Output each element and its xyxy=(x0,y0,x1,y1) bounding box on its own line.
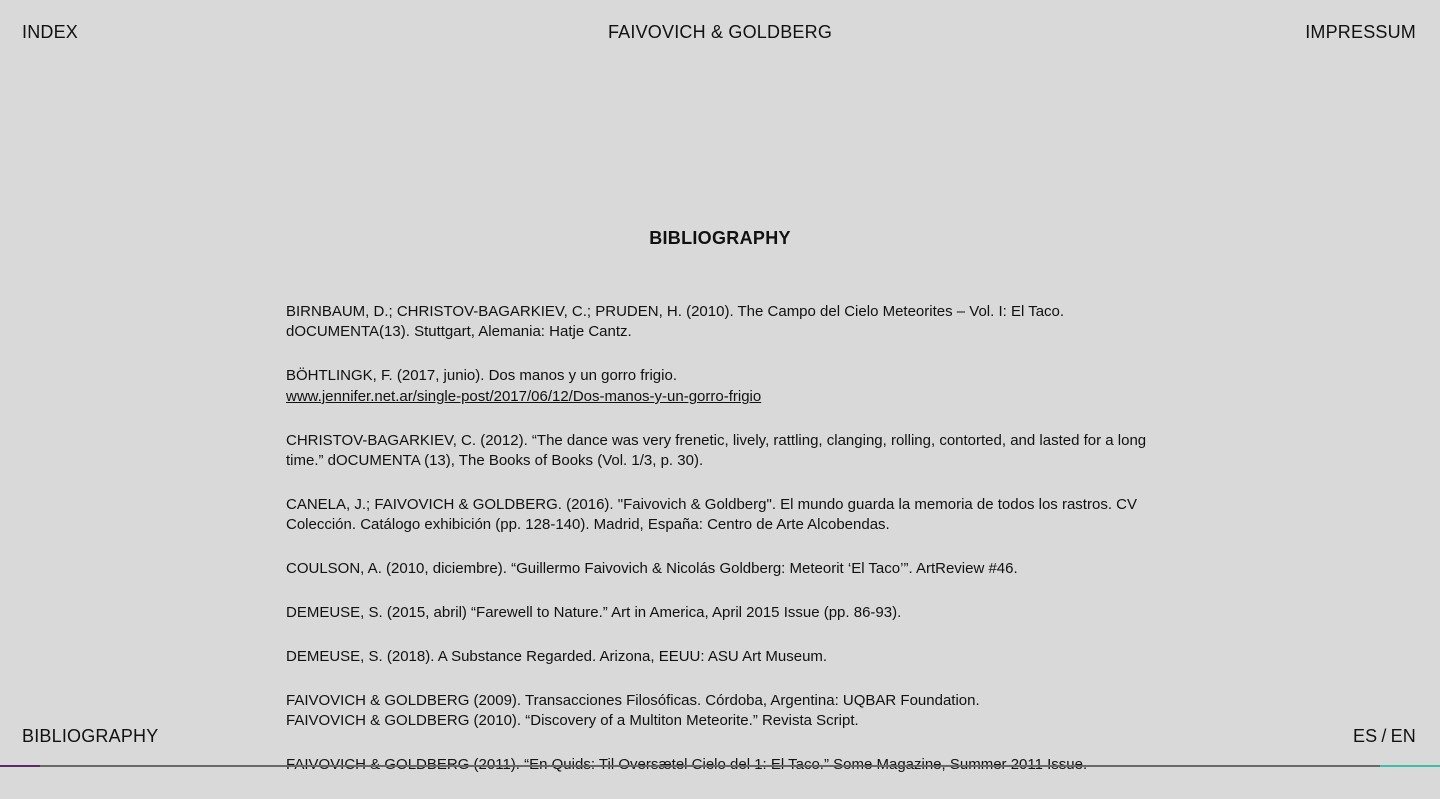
entry-text: DEMEUSE, S. (2018). A Substance Regarded. Arizona, EEUU: ASU Art Museum. xyxy=(286,648,827,665)
nav-index-link[interactable]: INDEX xyxy=(22,22,78,43)
entry-text: CANELA, J.; FAIVOVICH & GOLDBERG. (2016). "Faivovich & Goldberg". El mundo guarda la memoria de todos los rastros. CV Colección. Catálogo exhibición (pp. 128-140). Madrid, España: Centro de Arte Alcobendas. xyxy=(286,496,1137,533)
entry-text: DEMEUSE, S. (2015, abril) “Farewell to Nature.” Art in America, April 2015 Issue (pp. 86-93). xyxy=(286,604,901,621)
entry-text: BIRNBAUM, D.; CHRISTOV-BAGARKIEV, C.; PRUDEN, H. (2010). The Campo del Cielo Meteorites – Vol. I: El Taco. dOCUMENTA(13). Stuttgart, Alemania: Hatje Cantz. xyxy=(286,303,1064,340)
bibliography-entry xyxy=(286,647,1156,667)
page-heading: BIBLIOGRAPHY xyxy=(0,228,1440,249)
bibliography-entry xyxy=(286,603,1156,623)
bibliography-list xyxy=(286,302,1156,799)
entry-text: FAIVOVICH & GOLDBERG (2010). “Discovery of a Multiton Meteorite.” Revista Script. xyxy=(286,712,859,729)
bibliography-entry xyxy=(286,495,1156,535)
lang-en-link[interactable]: EN xyxy=(1391,726,1416,747)
entry-text: BÖHTLINGK, F. (2017, junio). Dos manos y un gorro frigio. xyxy=(286,367,677,384)
site-title-link[interactable]: FAIVOVICH & GOLDBERG xyxy=(608,22,832,42)
site-title-bar xyxy=(0,22,1440,43)
entry-text: CHRISTOV-BAGARKIEV, C. (2012). “The dance was very frenetic, lively, rattling, clanging, rolling, contorted, and lasted for a long time.” dOCUMENTA (13), The Books of Books (Vol. 1/3, p. 30). xyxy=(286,432,1146,469)
lang-es-link[interactable]: ES xyxy=(1353,726,1377,747)
entry-external-link[interactable]: www.jennifer.net.ar/single-post/2017/06/12/Dos-manos-y-un-gorro-frigio xyxy=(286,387,761,407)
bibliography-entry xyxy=(286,302,1156,342)
entry-text: FAIVOVICH & GOLDBERG (2011). “En Quids: Til Oversætel Cielo del 1: El Taco.” Some Magazine, Summer 2011 Issue. xyxy=(286,756,1087,773)
lang-separator: / xyxy=(1377,726,1390,747)
nav-impressum-link[interactable]: IMPRESSUM xyxy=(1305,22,1416,43)
bibliography-entry xyxy=(286,559,1156,579)
nav-section-bibliography-link[interactable]: BIBLIOGRAPHY xyxy=(22,726,158,747)
bibliography-entry xyxy=(286,431,1156,471)
language-switcher xyxy=(1353,726,1416,747)
bibliography-entry xyxy=(286,366,1156,407)
entry-text: COULSON, A. (2010, diciembre). “Guillermo Faivovich & Nicolás Goldberg: Meteorit ‘El Taco’”. ArtReview #46. xyxy=(286,560,1018,577)
entry-text: FAIVOVICH & GOLDBERG (2009). Transacciones Filosóficas. Córdoba, Argentina: UQBAR Foundation. xyxy=(286,692,980,709)
bibliography-entry xyxy=(286,711,1156,731)
bibliography-entry xyxy=(286,691,1156,711)
